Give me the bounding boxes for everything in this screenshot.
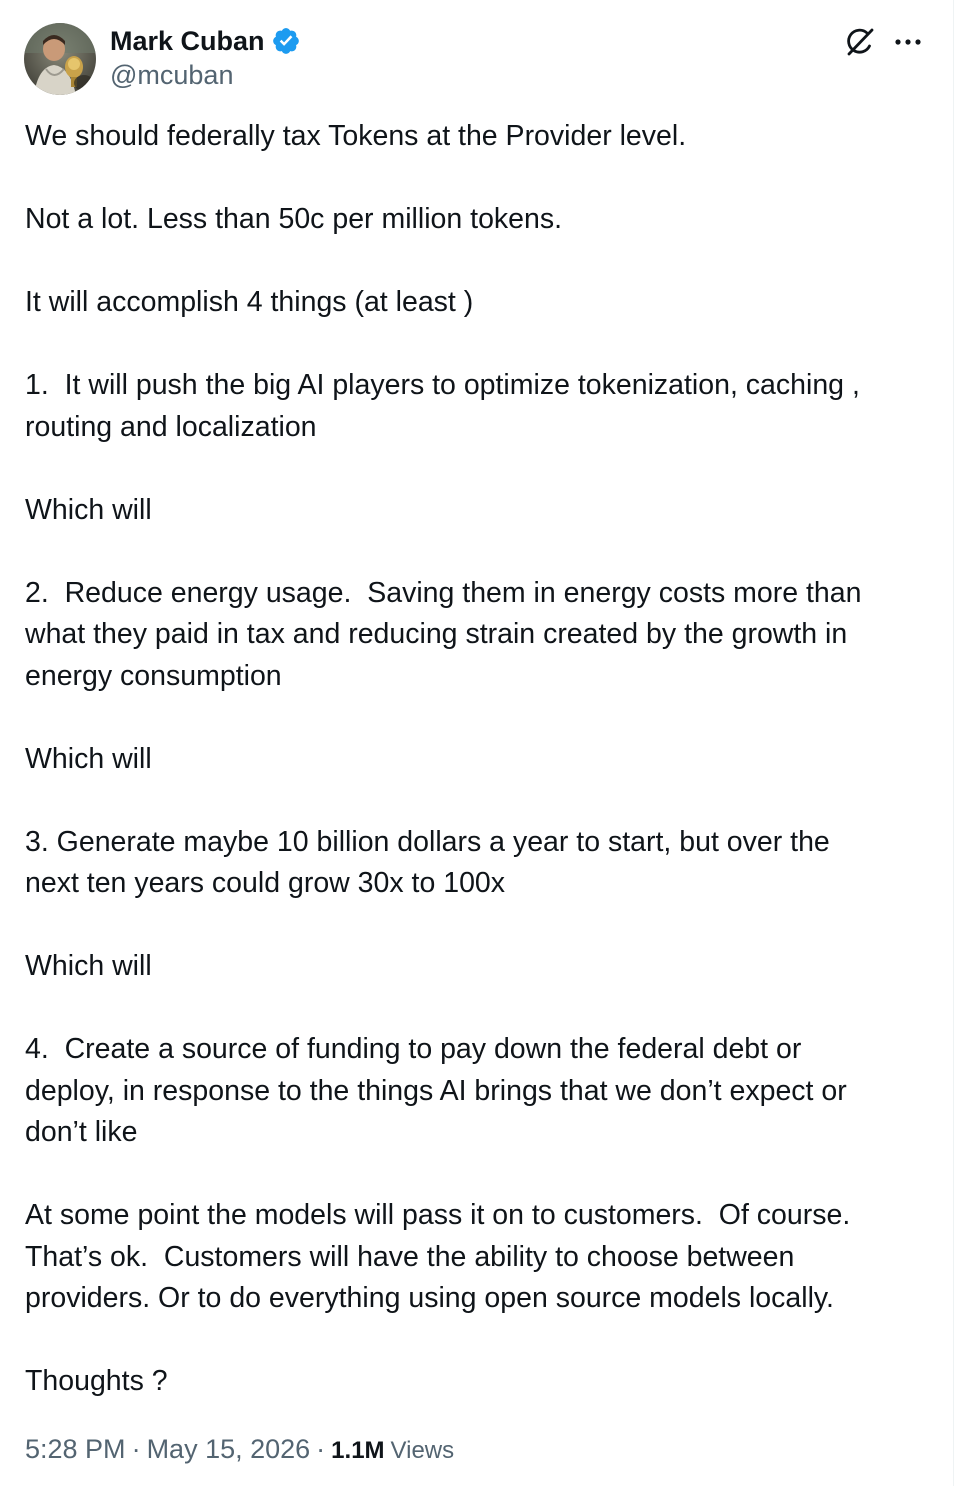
- paragraph-spacer: [25, 448, 925, 490]
- views-count[interactable]: 1.1M: [331, 1437, 385, 1464]
- user-handle[interactable]: @mcuban: [110, 60, 234, 90]
- separator: ·: [131, 1434, 141, 1464]
- tweet-line: Which will: [25, 950, 152, 982]
- more-options-icon[interactable]: [890, 26, 926, 58]
- avatar[interactable]: [24, 23, 96, 95]
- tweet-line: 3. Generate maybe 10 billion dollars a year to start, but over the: [25, 825, 830, 858]
- tweet-date[interactable]: May 15, 2026: [146, 1434, 311, 1464]
- paragraph-spacer: [25, 241, 925, 283]
- tweet-line: Thoughts ?: [25, 1365, 168, 1397]
- tweet-line: 4. Create a source of funding to pay down the federal debt or: [25, 1033, 802, 1065]
- paragraph-spacer: [25, 988, 925, 1030]
- paragraph-spacer: [25, 905, 925, 947]
- tweet-line: At some point the models will pass it on to customers. Of course.: [25, 1199, 851, 1231]
- tweet-line: what they paid in tax and reducing strain created by the growth in: [25, 618, 848, 650]
- tweet-line: don’t like: [25, 1116, 138, 1148]
- tweet-line: deploy, in response to the things AI brings that we don’t expect or: [25, 1074, 847, 1107]
- tweet-time[interactable]: 5:28 PM: [25, 1434, 126, 1464]
- tweet-line: It will accomplish 4 things (at least ): [25, 286, 474, 318]
- tweet-line: That’s ok. Customers will have the ability to choose between: [25, 1240, 795, 1273]
- views-label: Views: [390, 1437, 455, 1464]
- tweet-line: providers. Or to do everything using open source models locally.: [25, 1282, 834, 1314]
- paragraph-spacer: [25, 158, 925, 200]
- tweet-line: 2. Reduce energy usage. Saving them in energy costs more than: [25, 576, 862, 609]
- paragraph-spacer: [25, 324, 925, 366]
- display-name[interactable]: Mark Cuban: [110, 25, 265, 56]
- tweet-header: [24, 22, 930, 96]
- tweet-body: [25, 116, 925, 1403]
- tweet-metadata: [25, 1434, 454, 1465]
- separator: ·: [316, 1434, 326, 1464]
- tweet-line: 1. It will push the big AI players to optimize tokenization, caching ,: [25, 369, 860, 401]
- timeline-border: [953, 0, 954, 1486]
- paragraph-spacer: [25, 1154, 925, 1196]
- tweet-line: Not a lot. Less than 50c per million tokens.: [25, 203, 563, 235]
- tweet-line: Which will: [25, 493, 152, 526]
- tweet-line: energy consumption: [25, 659, 282, 692]
- tweet-line: next ten years could grow 30x to 100x: [25, 867, 506, 899]
- tweet-line: Which will: [25, 742, 152, 775]
- profile-photo: [24, 23, 96, 95]
- tweet-line: We should federally tax Tokens at the Provider level.: [25, 120, 687, 152]
- paragraph-spacer: [25, 1320, 925, 1362]
- paragraph-spacer: [25, 780, 925, 822]
- grok-icon[interactable]: [842, 24, 878, 60]
- paragraph-spacer: [25, 531, 925, 573]
- verified-badge-icon[interactable]: [271, 26, 301, 56]
- name-row: [110, 24, 301, 58]
- paragraph-spacer: [25, 697, 925, 739]
- tweet-line: routing and localization: [25, 410, 317, 443]
